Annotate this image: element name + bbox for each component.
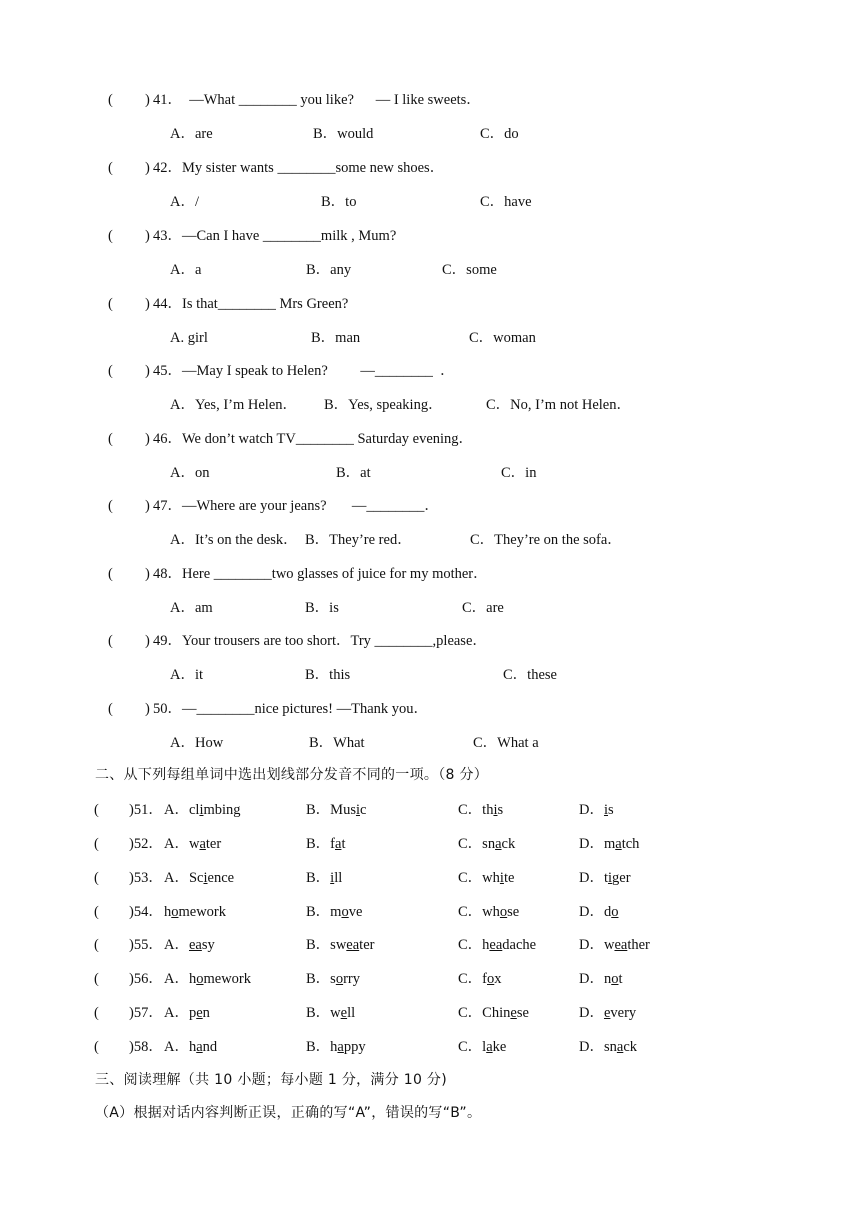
question-number: )56．	[129, 971, 163, 987]
option-suffix: ll	[347, 1005, 356, 1021]
option-suffix: ck	[623, 1039, 637, 1055]
underlined-letters: i	[203, 870, 208, 886]
option-prefix: C．th	[458, 802, 494, 818]
option-suffix: ter	[205, 836, 222, 852]
option-suffix: mbing	[203, 802, 241, 818]
option-suffix: dache	[502, 937, 537, 953]
option-b: B．any	[306, 262, 352, 278]
question-stem: 43．—Can I have ________milk , Mum?	[153, 228, 397, 244]
paren-close: )	[145, 498, 150, 514]
option-prefix: B．Mus	[306, 802, 356, 818]
phonics-option-c	[458, 1038, 506, 1056]
phonics-option-d	[579, 1038, 637, 1056]
option-prefix: D．m	[579, 836, 616, 852]
phonics-option-d	[579, 835, 639, 853]
question-stem: 41． —What ________ you like? — I like sweets．	[153, 92, 481, 108]
phonics-option-a	[164, 970, 251, 988]
phonics-option-d	[579, 936, 650, 954]
phonics-option-b	[306, 869, 342, 887]
option-suffix: s	[497, 802, 504, 818]
option-prefix: A．p	[164, 1005, 197, 1021]
phonics-option-c	[458, 936, 536, 954]
answer-paren-open: (	[94, 937, 99, 953]
question-number: )55．	[129, 937, 163, 953]
option-b: B．man	[311, 330, 361, 346]
option-suffix: n	[202, 1005, 210, 1021]
underlined-letters: e	[196, 1005, 203, 1021]
answer-paren-open: (	[94, 802, 99, 818]
phonics-option-b	[306, 936, 374, 954]
underlined-letters: a	[616, 1039, 624, 1055]
paren-close: )	[145, 160, 150, 176]
option-prefix: C．h	[458, 937, 490, 953]
option-prefix: A．Sc	[164, 870, 204, 886]
option-c: C．They’re on the sofa．	[470, 532, 622, 548]
option-suffix: s	[608, 802, 614, 818]
question-stem: 50．—________nice pictures! —Thank you．	[153, 701, 429, 717]
option-prefix: B．f	[306, 836, 335, 852]
option-c: C．in	[501, 465, 537, 481]
phonics-option-b	[306, 903, 362, 921]
option-a: A．a	[170, 262, 202, 278]
question-number: )52．	[129, 836, 163, 852]
phonics-option-a	[164, 1038, 217, 1056]
underlined-letters: i	[608, 870, 613, 886]
phonics-option-d	[579, 869, 631, 887]
underlined-letters: i	[355, 802, 360, 818]
option-suffix: ck	[501, 836, 516, 852]
phonics-option-b	[306, 1038, 366, 1056]
option-suffix: sy	[201, 937, 215, 953]
answer-paren-open: (	[94, 836, 99, 852]
option-suffix: ence	[207, 870, 235, 886]
paren-close: )	[145, 92, 150, 108]
option-c: C．have	[480, 194, 532, 210]
question-number: )54．	[129, 904, 163, 920]
option-prefix: A．w	[164, 836, 200, 852]
underlined-letters: o	[171, 904, 179, 920]
answer-paren-open: (	[108, 160, 113, 176]
phonics-option-a	[164, 936, 215, 954]
section-3-title: 三、阅读理解（共 10 小题；每小题 1 分，满分 10 分)	[95, 1072, 447, 1088]
phonics-option-b	[306, 1004, 355, 1022]
option-suffix: ther	[627, 937, 650, 953]
underlined-letters: a	[615, 836, 622, 852]
option-c: C．some	[442, 262, 497, 278]
answer-paren-open: (	[94, 904, 99, 920]
section-2-title: 二、从下列每组单词中选出划线部分发音不同的一项。（8 分）	[95, 767, 489, 783]
underlined-letters: e	[603, 1005, 611, 1021]
underlined-letters: ea	[489, 937, 503, 953]
option-b: B．Yes, speaking．	[324, 397, 443, 413]
option-prefix: B．	[306, 870, 331, 886]
option-suffix: se	[507, 904, 520, 920]
option-suffix: x	[494, 971, 502, 987]
option-suffix: ke	[492, 1039, 507, 1055]
answer-paren-open: (	[108, 633, 113, 649]
answer-paren-open: (	[108, 431, 113, 447]
question-number: )57．	[129, 1005, 163, 1021]
paren-close: )	[145, 566, 150, 582]
question-stem: 42．My sister wants ________some new shoes．	[153, 160, 445, 176]
phonics-option-b	[306, 835, 345, 853]
question-stem: 47．—Where are your jeans? —________．	[153, 498, 439, 514]
option-prefix: B．s	[306, 971, 336, 987]
phonics-option-c	[458, 835, 515, 853]
option-suffix: ppy	[343, 1039, 366, 1055]
phonics-option-c	[458, 801, 503, 819]
option-prefix: A．h	[164, 971, 197, 987]
option-suffix: te	[503, 870, 515, 886]
answer-paren-open: (	[108, 228, 113, 244]
underlined-letters: e	[340, 1005, 348, 1021]
option-prefix: B．sw	[306, 937, 347, 953]
option-prefix: A．cl	[164, 802, 200, 818]
underlined-letters: o	[499, 904, 508, 920]
option-c: C．woman	[469, 330, 536, 346]
option-a: A．am	[170, 600, 213, 616]
underlined-letters: o	[335, 971, 344, 987]
answer-paren-open: (	[94, 870, 99, 886]
phonics-option-b	[306, 970, 360, 988]
underlined-letters: ea	[346, 937, 360, 953]
underlined-letters: i	[499, 870, 504, 886]
option-b: B．to	[321, 194, 357, 210]
phonics-option-c	[458, 903, 519, 921]
option-suffix: t	[341, 836, 346, 852]
question-number: )58．	[129, 1039, 163, 1055]
option-prefix: D．sn	[579, 1039, 617, 1055]
phonics-option-c	[458, 869, 514, 887]
option-prefix: D．	[579, 1005, 604, 1021]
option-prefix: D．	[579, 802, 604, 818]
option-suffix: rry	[343, 971, 360, 987]
option-prefix: A．	[164, 937, 189, 953]
underlined-letters: i	[199, 802, 204, 818]
phonics-option-a	[164, 1004, 210, 1022]
option-suffix: ve	[348, 904, 363, 920]
phonics-option-a	[164, 835, 221, 853]
underlined-letters: i	[493, 802, 498, 818]
phonics-option-d	[579, 1004, 636, 1022]
phonics-option-d	[579, 801, 614, 819]
option-suffix: tch	[621, 836, 640, 852]
option-a: A．are	[170, 126, 213, 142]
option-prefix: D．t	[579, 870, 608, 886]
phonics-option-b	[306, 801, 366, 819]
option-suffix: mework	[203, 971, 251, 987]
answer-paren-open: (	[94, 1005, 99, 1021]
option-suffix: t	[618, 971, 623, 987]
option-suffix: nd	[202, 1039, 218, 1055]
option-suffix: mework	[178, 904, 227, 920]
option-prefix: h	[164, 904, 172, 920]
option-a: A．/	[170, 194, 199, 210]
question-stem: 46．We don’t watch TV________ Saturday evening．	[153, 431, 474, 447]
option-b: B．What	[309, 735, 365, 751]
option-b: B．this	[305, 667, 351, 683]
phonics-option-a	[164, 903, 226, 921]
option-a: A．How	[170, 735, 224, 751]
answer-paren-open: (	[108, 296, 113, 312]
paren-close: )	[145, 633, 150, 649]
option-b: B．would	[313, 126, 374, 142]
underlined-letters: i	[603, 802, 609, 818]
question-number: )51．	[129, 802, 163, 818]
paren-close: )	[145, 228, 150, 244]
paren-close: )	[145, 363, 150, 379]
question-stem: 44．Is that________ Mrs Green?	[153, 296, 349, 312]
question-stem: 48．Here ________two glasses of juice for my mother．	[153, 566, 488, 582]
underlined-letters: i	[330, 870, 335, 886]
question-stem: 49．Your trousers are too short．Try ________,please．	[153, 633, 487, 649]
paren-close: )	[145, 701, 150, 717]
option-a: A．Yes, I’m Helen．	[170, 397, 298, 413]
option-a: A．It’s on the desk．	[170, 532, 298, 548]
underlined-letters: a	[335, 836, 342, 852]
option-prefix: C．wh	[458, 870, 500, 886]
phonics-option-d	[579, 970, 623, 988]
option-b: B．at	[336, 465, 371, 481]
option-b: B．is	[305, 600, 339, 616]
phonics-option-a	[164, 869, 234, 887]
option-b: B．They’re red．	[305, 532, 412, 548]
underlined-letters: a	[337, 1039, 344, 1055]
option-c: C．What a	[473, 735, 539, 751]
underlined-letters: o	[341, 904, 349, 920]
underlined-letters: a	[486, 1039, 493, 1055]
option-prefix: C．sn	[458, 836, 496, 852]
option-suffix: ger	[612, 870, 631, 886]
option-a: A．on	[170, 465, 210, 481]
phonics-option-c	[458, 970, 502, 988]
option-prefix: C．l	[458, 1039, 487, 1055]
option-c: C．No, I’m not Helen．	[486, 397, 631, 413]
option-c: C．are	[462, 600, 504, 616]
underlined-letters: ea	[614, 937, 628, 953]
option-suffix: ll	[334, 870, 343, 886]
answer-paren-open: (	[108, 701, 113, 717]
option-prefix: B．h	[306, 1039, 338, 1055]
underlined-letters: a	[199, 836, 206, 852]
answer-paren-open: (	[108, 363, 113, 379]
question-stem: 45．—May I speak to Helen? —________ ．	[153, 363, 455, 379]
answer-paren-open: (	[108, 566, 113, 582]
option-a: A. girl	[170, 330, 208, 346]
section-3-subtitle: （A）根据对话内容判断正误，正确的写“A”，错误的写“B”。	[95, 1105, 482, 1121]
underlined-letters: o	[611, 904, 619, 920]
option-suffix: very	[610, 1005, 637, 1021]
underlined-letters: a	[196, 1039, 203, 1055]
underlined-letters: e	[510, 1005, 517, 1021]
option-prefix: D．d	[579, 904, 612, 920]
option-suffix: se	[516, 1005, 529, 1021]
option-prefix: B．w	[306, 1005, 341, 1021]
option-c: C．these	[503, 667, 557, 683]
phonics-option-c	[458, 1004, 529, 1022]
answer-paren-open: (	[108, 92, 113, 108]
option-suffix: c	[360, 802, 367, 818]
option-prefix: D．w	[579, 937, 615, 953]
option-c: C．do	[480, 126, 519, 142]
option-prefix: A．h	[164, 1039, 197, 1055]
underlined-letters: o	[611, 971, 619, 987]
underlined-letters: a	[495, 836, 502, 852]
paren-close: )	[145, 431, 150, 447]
paren-close: )	[145, 296, 150, 312]
option-prefix: C．wh	[458, 904, 500, 920]
option-a: A．it	[170, 667, 204, 683]
answer-paren-open: (	[94, 1039, 99, 1055]
option-suffix: ter	[359, 937, 375, 953]
option-prefix: B．m	[306, 904, 342, 920]
phonics-option-a	[164, 801, 241, 819]
option-prefix: C．f	[458, 971, 487, 987]
phonics-option-d	[579, 903, 618, 921]
underlined-letters: ea	[188, 937, 202, 953]
option-prefix: D．n	[579, 971, 612, 987]
answer-paren-open: (	[108, 498, 113, 514]
option-prefix: C．Chin	[458, 1005, 511, 1021]
underlined-letters: o	[196, 971, 204, 987]
question-number: )53．	[129, 870, 163, 886]
answer-paren-open: (	[94, 971, 99, 987]
underlined-letters: o	[487, 971, 495, 987]
